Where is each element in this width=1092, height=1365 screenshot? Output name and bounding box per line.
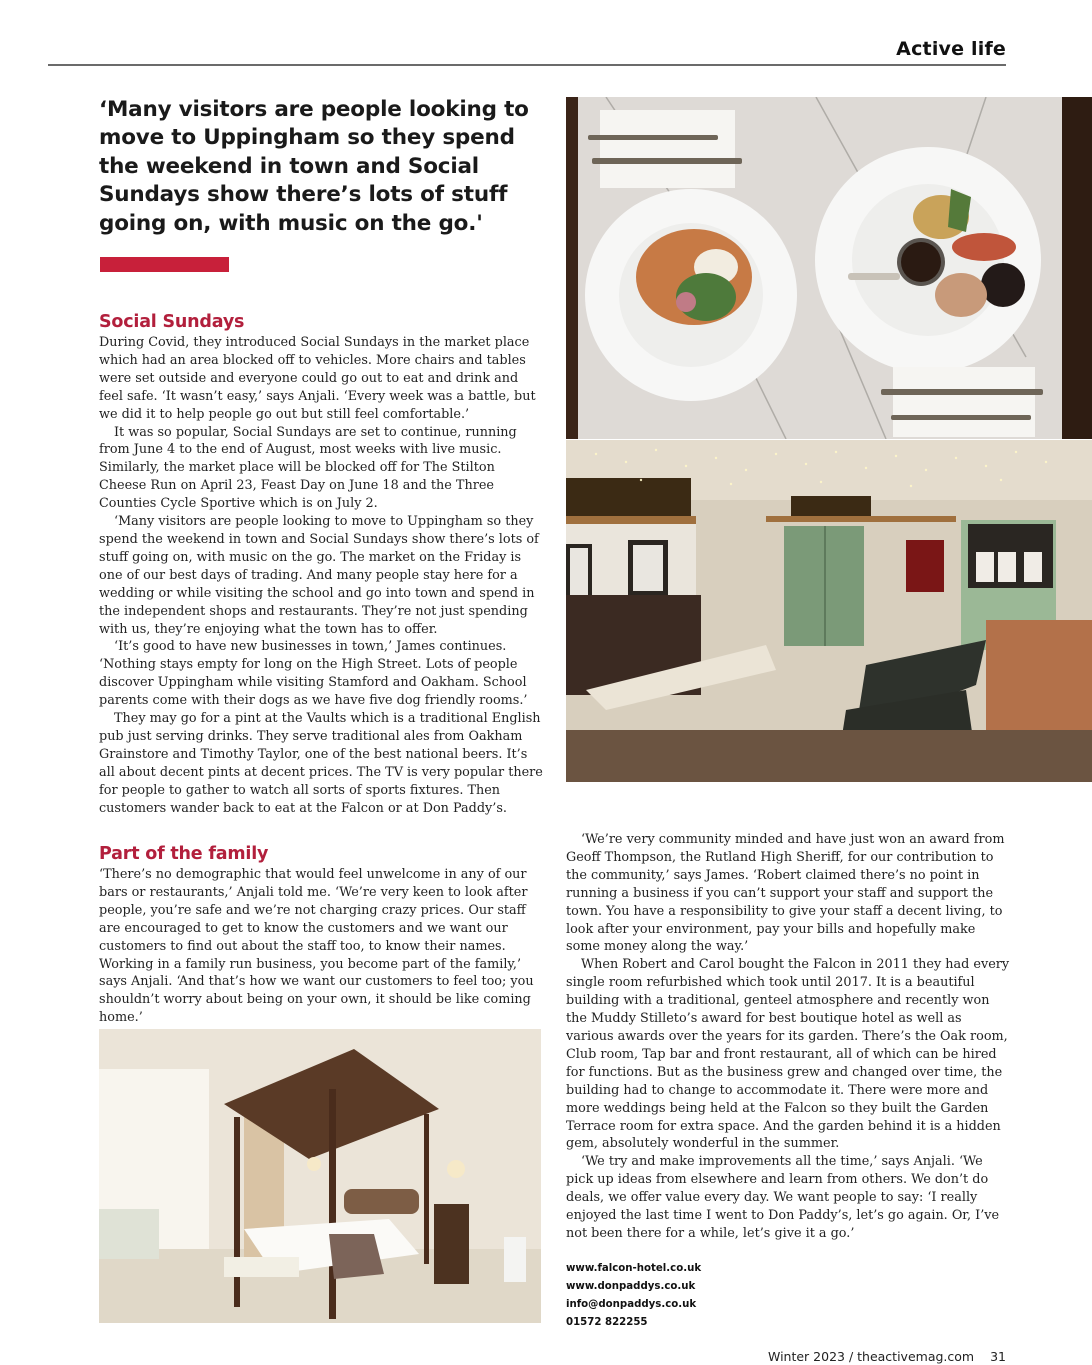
photo-food-plates: [566, 97, 1092, 439]
contact-link-falcon-hotel[interactable]: www.falcon-hotel.co.uk: [566, 1263, 702, 1274]
footer-issue: Winter 2023 / theactivemag.com: [767, 1349, 975, 1364]
pull-quote: ‘Many visitors are people looking to move to Uppingham so they spend the weekend in town and Social Sundays show there’s lots of stuff going on, with music on the go.': [99, 97, 529, 236]
photo-bar-interior: [566, 440, 1092, 782]
accent-bar: [100, 257, 229, 272]
contact-info: [566, 1260, 701, 1332]
paragraph: ‘We try and make improvements all the time,’ says Anjali. ‘We pick up ideas from elsewhere and learn from others. We don’t do deals, we offer value every day. We want people to say: ‘I really enjoyed the last time I went to Don Paddy’s, let’s go again. Or, I’ve not been there for a while, let’s give it a go.’: [566, 1154, 1000, 1241]
contact-email[interactable]: info@donpaddys.co.uk: [566, 1298, 697, 1310]
paragraph: It was so popular, Social Sundays are set to continue, running from June 4 to the end of August, most weeks with live music. Similarly, the market place will be blocked off for The Stilton Cheese Run on April 23, Feast Day on June 18 and the Three Counties Cycle Sportive which is on July 2.: [99, 424, 517, 512]
paragraph: ‘There’s no demographic that would feel unwelcome in any of our bars or restaurants,’ Anjali told me. ‘We’re very keen to look after people, you’re safe and we’re not charging crazy prices. Our staff are encouraged to get to know the customers and we want our customers to find out about the staff too, to know their names. Working in a family run business, you become part of the family,’ says Anjali. ‘And that’s how we want our customers to feel too; you shouldn’t worry about being on your own, it should be like coming home.’: [99, 867, 534, 1026]
paragraph: They may go for a pint at the Vaults which is a traditional English pub just serving drinks. They serve traditional ales from Oakham Grainstore and Timothy Taylor, one of the best national beers. It’s all about decent pints at decent prices. The TV is very popular there for people to gather to watch all sorts of sports fixtures. Then customers wander back to eat at the Falcon or at Don Paddy’s.: [99, 711, 543, 816]
section-heading: Part of the family: [99, 844, 269, 864]
photo-four-poster-bedroom: [99, 1029, 541, 1323]
paragraph: ‘Many visitors are people looking to move to Uppingham so they spend the weekend in town and Social Sundays show there’s lots of stuff going on, with music on the go. The market on the Friday is one of our best days of trading. And many people stay here for a wedding or while visiting the school and go into town and spend in the independent shops and restaurants. They’re not just spending with us, they’re enjoying what the town has to offer.: [99, 514, 539, 637]
contact-phone: 01572 822255: [566, 1316, 648, 1328]
contact-link-donpaddys[interactable]: www.donpaddys.co.uk: [566, 1280, 696, 1292]
article-right-column: [566, 831, 1010, 1243]
article-section-part-of-the-family: [99, 844, 546, 1027]
paragraph: ‘We’re very community minded and have just won an award from Geoff Thompson, the Rutland High Sheriff, for our contribution to the community,’ says James. ‘Robert claimed there’s no point in running a business if you can’t support your staff and support the town. You have a responsibility to give your staff a decent living, to look after your environment, pay your bills and hopefully make some money along the way.’: [566, 832, 1005, 955]
paragraph: During Covid, they introduced Social Sundays in the market place which had an area blocked off to vehicles. More chairs and tables were set outside and everyone could go out to eat and drink and feel safe. ‘It wasn’t easy,’ says Anjali. ‘Every week was a battle, but we did it to help people go out but still feel comfortable.’: [99, 335, 536, 422]
paragraph: When Robert and Carol bought the Falcon in 2011 they had every single room refurbished which took until 2017. It is a beautiful building with a traditional, genteel atmosphere and recently won the Muddy Stilleto’s award for best boutique hotel as well as various awards over the years for its garden. There’s the Oak room, Club room, Tap bar and front restaurant, all of which can be hired for functions. But as the business grew and changed over time, the building had to change to accommodate it. There were more and more weddings being held at the Falcon so they built the Garden Terrace room for extra space. And the garden behind it is a hidden gem, absolutely wonderful in the summer.: [566, 957, 1010, 1152]
header-rule: [48, 64, 1006, 66]
section-tag: Active life: [896, 38, 1006, 60]
page-footer: [768, 1349, 1006, 1364]
paragraph: ‘It’s good to have new businesses in town,’ James continues. ‘Nothing stays empty for long on the High Street. Lots of people discover Uppingham while visiting Stamford and Oakham. School parents come with their dogs as we have five dog friendly rooms.’: [99, 639, 528, 709]
page-number: 31: [990, 1349, 1006, 1364]
section-heading: Social Sundays: [99, 312, 245, 332]
article-section-social-sundays: [99, 312, 546, 817]
